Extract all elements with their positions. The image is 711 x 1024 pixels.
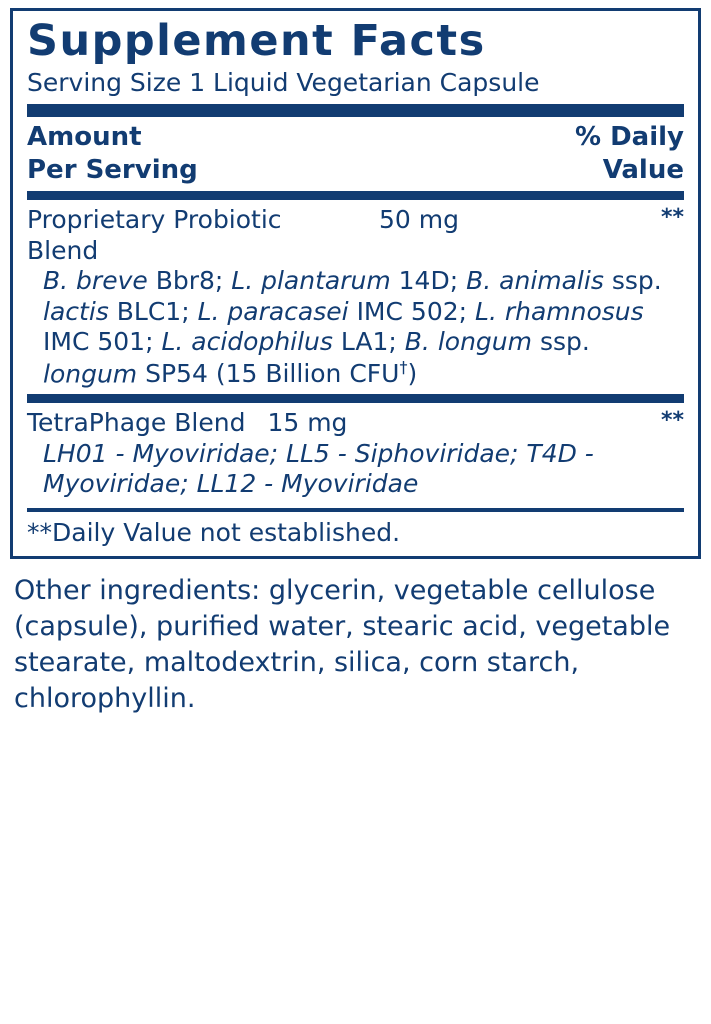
divider-medium-2 xyxy=(27,394,684,403)
nutrient-amount: 50 mg xyxy=(379,205,459,235)
value-label: Value xyxy=(602,154,684,185)
divider-medium-1 xyxy=(27,191,684,200)
daily-value-footnote: **Daily Value not established. xyxy=(27,517,401,547)
nutrient-strain-list: LH01 - Myoviridae; LL5 - Siphoviridae; T4D - Myoviridae; LL12 - Myoviridae xyxy=(43,438,594,499)
nutrient-name: TetraPhage Blend xyxy=(27,408,246,438)
other-ingredients-text: Other ingredients: glycerin, vegetable cellulose (capsule), purified water, stearic acid, vegetable stearate, maltodextrin, silica, corn starch, chlorophyllin. xyxy=(14,574,671,714)
nutrient-amount: 15 mg xyxy=(267,408,348,438)
nutrient-row-tetraphage-blend xyxy=(27,408,684,500)
divider-thick-top xyxy=(27,104,684,117)
nutrient-daily-value: ** xyxy=(660,408,684,434)
percent-daily-label: % Daily xyxy=(574,122,684,153)
nutrient-strain-list: B. breve Bbr8; L. plantarum 14D; B. animalis ssp. lactis BLC1; L. paracasei IMC 502; L. rhamnosus IMC 501; L. acidophilus LA1; B. longum ssp. longum SP54 (15 Billion CFU†) xyxy=(43,266,662,388)
nutrient-row-probiotic-blend xyxy=(27,205,684,389)
divider-thin xyxy=(27,508,684,512)
supplement-facts-panel xyxy=(10,8,701,559)
serving-size-text: Serving Size 1 Liquid Vegetarian Capsule xyxy=(27,68,540,98)
nutrient-daily-value: ** xyxy=(660,205,684,231)
amount-header-row xyxy=(27,121,684,186)
amount-per-serving-header xyxy=(27,121,198,186)
nutrient-name: Proprietary Probiotic Blend xyxy=(27,205,282,265)
per-serving-label: Per Serving xyxy=(27,154,198,185)
daily-value-header xyxy=(575,121,684,186)
amount-label: Amount xyxy=(27,122,142,153)
panel-title: Supplement Facts xyxy=(27,16,486,66)
